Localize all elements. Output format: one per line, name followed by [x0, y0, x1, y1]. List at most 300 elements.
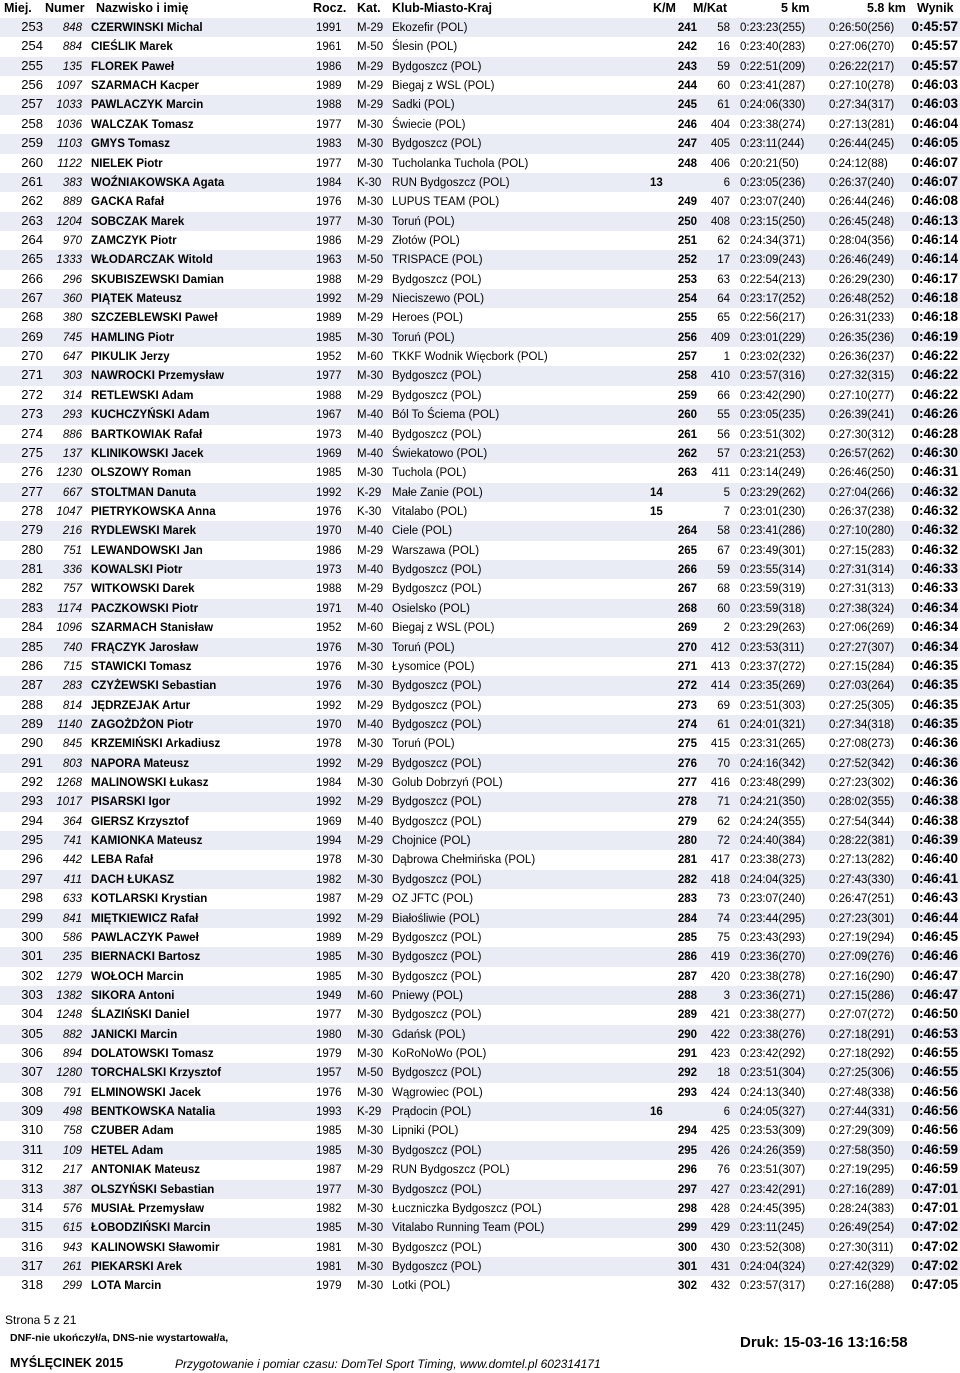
birth-year: 1987	[316, 893, 342, 906]
bib-number: 884	[62, 41, 82, 54]
bib-number: 498	[62, 1106, 82, 1119]
athlete-name: TORCHALSKI Krzysztof	[91, 1067, 222, 1080]
category-place: 73	[717, 893, 730, 906]
split-5km: 0:23:17(252)	[740, 293, 806, 306]
result-time: 0:46:35	[911, 677, 958, 693]
club: Lipniki (POL)	[392, 1125, 459, 1138]
category: M-30	[357, 641, 384, 654]
athlete-name: ŚLAZIŃSKI Daniel	[91, 1009, 190, 1022]
birth-year: 1977	[316, 118, 342, 131]
athlete-name: LOTA Marcin	[91, 1280, 162, 1293]
bib-number: 841	[62, 912, 82, 925]
club: Warszawa (POL)	[392, 544, 480, 557]
result-time: 0:46:39	[911, 832, 958, 848]
bib-number: 1248	[56, 1009, 82, 1022]
place: 290	[21, 735, 43, 751]
bib-number: 894	[62, 1048, 82, 1061]
category: M-29	[357, 60, 384, 73]
athlete-name: KRZEMIŃSKI Arkadiusz	[91, 738, 221, 751]
men-place: 279	[677, 815, 697, 828]
split-5-8km: 0:27:04(266)	[829, 486, 895, 499]
result-time: 0:46:50	[911, 1006, 958, 1022]
birth-year: 1952	[316, 351, 342, 364]
category-place: 412	[710, 641, 730, 654]
category-place: 2	[723, 622, 730, 635]
bib-number: 889	[62, 196, 82, 209]
table-row	[0, 928, 960, 947]
club: RUN Bydgoszcz (POL)	[392, 176, 510, 189]
result-time: 0:46:46	[911, 948, 958, 964]
men-place: 260	[677, 409, 697, 422]
category: K-30	[357, 176, 382, 189]
result-time: 0:46:34	[911, 638, 958, 654]
split-5-8km: 0:26:46(249)	[829, 254, 895, 267]
category: M-30	[357, 873, 384, 886]
category-place: 76	[717, 1164, 730, 1177]
category: M-30	[357, 1144, 384, 1157]
table-row	[0, 676, 960, 695]
result-time: 0:46:05	[911, 135, 958, 151]
split-5km: 0:23:51(302)	[740, 428, 806, 441]
bib-number: 1047	[56, 505, 82, 518]
bib-number: 1036	[56, 118, 82, 131]
men-place: 263	[677, 467, 697, 480]
birth-year: 1969	[316, 447, 342, 460]
category: M-30	[357, 970, 384, 983]
split-5-8km: 0:26:36(237)	[829, 351, 895, 364]
place: 311	[22, 1141, 43, 1157]
club: Bydgoszcz (POL)	[392, 1144, 482, 1157]
category: M-50	[357, 254, 384, 267]
athlete-name: BIERNACKI Bartosz	[91, 951, 201, 964]
birth-year: 1967	[316, 409, 342, 422]
athlete-name: MIĘTKIEWICZ Rafał	[91, 912, 199, 925]
birth-year: 1963	[316, 254, 342, 267]
split-5-8km: 0:26:46(250)	[829, 467, 895, 480]
result-time: 0:47:05	[911, 1277, 958, 1293]
category: M-29	[357, 757, 384, 770]
club: Bydgoszcz (POL)	[392, 370, 482, 383]
result-time: 0:46:03	[911, 77, 958, 93]
athlete-name: JĘDRZEJAK Artur	[91, 699, 191, 712]
category: M-29	[357, 80, 384, 93]
place: 301	[21, 948, 43, 964]
birth-year: 1979	[316, 1280, 342, 1293]
women-place: 15	[650, 505, 663, 518]
table-row	[0, 734, 960, 753]
men-place: 298	[677, 1202, 697, 1215]
place: 310	[21, 1122, 43, 1138]
table-row	[0, 134, 960, 153]
result-time: 0:46:47	[911, 967, 958, 983]
men-place: 280	[677, 835, 697, 848]
athlete-name: KLINIKOWSKI Jacek	[91, 447, 204, 460]
category-place: 428	[710, 1202, 730, 1215]
place: 261	[21, 173, 43, 189]
status-legend: DNF-nie ukończył/a, DNS-nie wystartował/a,	[10, 1332, 229, 1344]
split-5-8km: 0:27:25(305)	[829, 699, 895, 712]
club: LUPUS TEAM (POL)	[392, 196, 500, 209]
club: Prądocin (POL)	[392, 1106, 472, 1119]
split-5km: 0:23:59(319)	[740, 583, 806, 596]
men-place: 278	[677, 796, 697, 809]
men-place: 294	[677, 1125, 697, 1138]
category: M-29	[357, 893, 384, 906]
category: M-40	[357, 409, 384, 422]
men-place: 246	[677, 118, 697, 131]
table-row	[0, 1083, 960, 1102]
place: 260	[21, 154, 43, 170]
page-number: Strona 5 z 21	[5, 1313, 77, 1327]
category: M-30	[357, 1241, 384, 1254]
athlete-name: PAWLACZYK Marcin	[91, 99, 204, 112]
result-time: 0:47:02	[911, 1238, 958, 1254]
table-row	[0, 947, 960, 966]
split-5km: 0:23:05(235)	[740, 409, 806, 422]
place: 300	[21, 928, 43, 944]
place: 297	[21, 870, 43, 886]
category-place: 408	[710, 215, 730, 228]
result-time: 0:46:07	[911, 154, 958, 170]
athlete-name: SIKORA Antoni	[91, 989, 175, 1002]
men-place: 285	[677, 931, 697, 944]
club: Lotki (POL)	[392, 1280, 451, 1293]
split-5-8km: 0:27:10(278)	[829, 80, 895, 93]
birth-year: 1979	[316, 1048, 342, 1061]
place: 296	[21, 851, 43, 867]
category: M-29	[357, 293, 384, 306]
category-place: 16	[717, 41, 730, 54]
place: 312	[21, 1161, 43, 1177]
place: 315	[21, 1219, 43, 1235]
split-5km: 0:23:51(307)	[740, 1164, 806, 1177]
athlete-name: ELMINOWSKI Jacek	[91, 1086, 201, 1099]
split-5-8km: 0:26:39(241)	[829, 409, 895, 422]
split-5km: 0:23:42(291)	[740, 1183, 806, 1196]
athlete-name: SKUBISZEWSKI Damian	[91, 273, 224, 286]
men-place: 284	[677, 912, 697, 925]
club: Bydgoszcz (POL)	[392, 873, 482, 886]
result-time: 0:46:26	[911, 406, 958, 422]
category-place: 70	[717, 757, 730, 770]
place: 299	[21, 909, 43, 925]
club: Bydgoszcz (POL)	[392, 273, 482, 286]
men-place: 253	[677, 273, 697, 286]
birth-year: 1982	[316, 1202, 342, 1215]
split-5-8km: 0:28:02(355)	[829, 796, 895, 809]
place: 253	[21, 19, 43, 34]
table-row	[0, 57, 960, 76]
athlete-name: SOBCZAK Marek	[91, 215, 185, 228]
split-5-8km: 0:28:22(381)	[829, 835, 895, 848]
bib-number: 217	[62, 1164, 82, 1177]
split-5km: 0:23:53(311)	[740, 641, 805, 654]
athlete-name: OLSZYŃSKI Sebastian	[91, 1183, 215, 1196]
category: M-29	[357, 699, 384, 712]
result-time: 0:46:31	[911, 464, 958, 480]
men-place: 272	[677, 680, 697, 693]
birth-year: 1985	[316, 1222, 342, 1235]
header-category: Kat.	[357, 1, 381, 15]
split-5km: 0:23:51(303)	[740, 699, 806, 712]
result-time: 0:47:01	[911, 1199, 958, 1215]
club: Bydgoszcz (POL)	[392, 931, 482, 944]
category-place: 427	[710, 1183, 730, 1196]
birth-year: 1992	[316, 757, 342, 770]
result-time: 0:46:36	[911, 735, 958, 751]
result-time: 0:46:18	[911, 290, 958, 306]
men-place: 267	[677, 583, 697, 596]
birth-year: 1969	[316, 815, 342, 828]
place: 270	[21, 348, 43, 364]
category: M-29	[357, 22, 384, 34]
split-5-8km: 0:27:18(291)	[829, 1028, 895, 1041]
birth-year: 1985	[316, 951, 342, 964]
category: M-30	[357, 1222, 384, 1235]
category-place: 74	[717, 912, 730, 925]
split-5km: 0:22:51(209)	[740, 60, 806, 73]
birth-year: 1961	[316, 41, 342, 54]
athlete-name: CZYŻEWSKI Sebastian	[91, 680, 217, 693]
athlete-name: JANICKI Marcin	[91, 1028, 178, 1041]
category: K-29	[357, 1106, 382, 1119]
category: M-30	[357, 1009, 384, 1022]
category: M-29	[357, 389, 384, 402]
header-name: Nazwisko i imię	[96, 1, 189, 15]
split-5km: 0:24:01(321)	[740, 718, 806, 731]
place: 303	[21, 986, 43, 1002]
category: M-30	[357, 331, 384, 344]
place: 280	[21, 541, 43, 557]
split-5-8km: 0:27:34(317)	[829, 99, 895, 112]
split-5km: 0:23:41(286)	[740, 525, 806, 538]
category: M-40	[357, 815, 384, 828]
place: 316	[21, 1238, 43, 1254]
place: 307	[21, 1064, 43, 1080]
category-place: 64	[717, 293, 730, 306]
table-row	[0, 444, 960, 463]
category-place: 61	[717, 99, 730, 112]
split-5-8km: 0:27:58(350)	[829, 1144, 895, 1157]
athlete-name: PIETRYKOWSKA Anna	[91, 505, 216, 518]
birth-year: 1992	[316, 699, 342, 712]
split-5km: 0:23:59(318)	[740, 602, 806, 615]
result-time: 0:46:28	[911, 425, 958, 441]
split-5km: 0:24:40(384)	[740, 835, 806, 848]
club: Małe Zanie (POL)	[392, 486, 483, 499]
table-row	[0, 366, 960, 385]
men-place: 289	[677, 1009, 697, 1022]
category: M-29	[357, 234, 384, 247]
men-place: 245	[677, 99, 697, 112]
table-row	[0, 1199, 960, 1218]
table-row	[0, 967, 960, 986]
place: 291	[21, 754, 43, 770]
place: 272	[21, 386, 43, 402]
athlete-name: NAWROCKI Przemysław	[91, 370, 224, 383]
split-5-8km: 0:27:54(344)	[829, 815, 895, 828]
split-5km: 0:23:07(240)	[740, 893, 806, 906]
category-place: 432	[710, 1280, 730, 1293]
category-place: 415	[710, 738, 730, 751]
place: 275	[21, 444, 43, 460]
athlete-name: WŁODARCZAK Witold	[91, 254, 213, 267]
category-place: 422	[710, 1028, 730, 1041]
men-place: 274	[677, 718, 697, 731]
athlete-name: KALINOWSKI Sławomir	[91, 1241, 220, 1254]
table-row	[0, 986, 960, 1005]
place: 274	[21, 425, 43, 441]
birth-year: 1986	[316, 234, 342, 247]
club: TRISPACE (POL)	[392, 254, 483, 267]
category-place: 58	[717, 525, 730, 538]
men-place: 277	[677, 777, 697, 790]
club: Bydgoszcz (POL)	[392, 815, 482, 828]
club: Ekozefir (POL)	[392, 22, 468, 34]
table-row	[0, 1141, 960, 1160]
club: Bydgoszcz (POL)	[392, 718, 482, 731]
women-place: 14	[650, 486, 663, 499]
split-5km: 0:24:24(355)	[740, 815, 806, 828]
athlete-name: KAMIONKA Mateusz	[91, 835, 203, 848]
category-place: 411	[711, 467, 730, 480]
birth-year: 1985	[316, 970, 342, 983]
split-5km: 0:23:52(308)	[740, 1241, 806, 1254]
birth-year: 1992	[316, 796, 342, 809]
bib-number: 137	[62, 447, 82, 460]
club: Łuczniczka Bydgoszcz (POL)	[392, 1202, 542, 1215]
birth-year: 1952	[316, 622, 342, 635]
result-time: 0:45:57	[911, 38, 958, 54]
split-5km: 0:23:42(292)	[740, 1048, 806, 1061]
bib-number: 383	[62, 176, 82, 189]
split-5km: 0:23:44(295)	[740, 912, 806, 925]
split-5-8km: 0:27:34(318)	[829, 718, 895, 731]
result-time: 0:46:36	[911, 754, 958, 770]
print-date: Druk: 15-03-16 13:16:58	[740, 1334, 908, 1351]
club: Bydgoszcz (POL)	[392, 970, 482, 983]
bib-number: 715	[62, 660, 82, 673]
men-place: 301	[677, 1261, 697, 1273]
category-place: 430	[710, 1241, 730, 1254]
table-row	[0, 18, 960, 37]
athlete-name: OLSZOWY Roman	[91, 467, 192, 480]
split-5-8km: 0:27:18(292)	[829, 1048, 895, 1061]
category-place: 409	[710, 331, 730, 344]
category-place: 410	[710, 370, 730, 383]
category-place: 413	[710, 660, 730, 673]
split-5-8km: 0:28:04(356)	[829, 234, 895, 247]
category: M-30	[357, 680, 384, 693]
category-place: 72	[717, 835, 730, 848]
result-time: 0:47:02	[911, 1219, 958, 1235]
bib-number: 360	[62, 293, 82, 306]
club: Toruń (POL)	[392, 738, 455, 751]
results-table	[0, 18, 960, 1296]
place: 262	[21, 193, 43, 209]
category-place: 429	[710, 1222, 730, 1235]
category: M-30	[357, 1261, 384, 1273]
category: M-30	[357, 138, 384, 151]
split-5-8km: 0:27:16(290)	[829, 970, 895, 983]
bib-number: 814	[62, 699, 82, 712]
result-time: 0:45:57	[911, 19, 958, 34]
category-place: 5	[723, 486, 730, 499]
bib-number: 943	[62, 1241, 82, 1254]
table-row	[0, 870, 960, 889]
result-time: 0:46:35	[911, 657, 958, 673]
athlete-name: WITKOWSKI Darek	[91, 583, 195, 596]
split-5km: 0:23:49(301)	[740, 544, 806, 557]
category-place: 59	[717, 60, 730, 73]
split-5km: 0:22:56(217)	[740, 312, 806, 325]
athlete-name: DOLATOWSKI Tomasz	[91, 1048, 214, 1061]
table-header	[0, 0, 960, 18]
men-place: 250	[677, 215, 697, 228]
club: Bydgoszcz (POL)	[392, 428, 482, 441]
men-place: 295	[677, 1144, 697, 1157]
split-5km: 0:23:11(244)	[740, 138, 805, 151]
club: Złotów (POL)	[392, 234, 460, 247]
split-5-8km: 0:26:44(246)	[829, 196, 895, 209]
club: Bydgoszcz (POL)	[392, 1183, 482, 1196]
club: Bydgoszcz (POL)	[392, 583, 482, 596]
split-5km: 0:23:57(317)	[740, 1280, 806, 1293]
table-row	[0, 502, 960, 521]
table-row	[0, 425, 960, 444]
split-5km: 0:23:07(240)	[740, 196, 806, 209]
split-5-8km: 0:27:31(313)	[829, 583, 895, 596]
birth-year: 1989	[316, 312, 342, 325]
result-time: 0:46:38	[911, 793, 958, 809]
split-5-8km: 0:27:31(314)	[829, 564, 895, 577]
men-place: 251	[677, 234, 697, 247]
result-time: 0:47:02	[911, 1258, 958, 1273]
category-place: 417	[710, 854, 730, 867]
place: 294	[21, 812, 43, 828]
men-place: 242	[677, 41, 697, 54]
split-5-8km: 0:27:23(302)	[829, 777, 895, 790]
split-5-8km: 0:27:27(307)	[829, 641, 895, 654]
athlete-name: FRĄCZYK Jarosław	[91, 641, 199, 654]
bib-number: 740	[62, 641, 82, 654]
category: M-40	[357, 718, 384, 731]
table-row	[0, 850, 960, 869]
bib-number: 1268	[56, 777, 82, 790]
result-time: 0:46:56	[911, 1103, 958, 1119]
split-5-8km: 0:27:03(264)	[829, 680, 895, 693]
men-place: 247	[677, 138, 697, 151]
men-place: 265	[677, 544, 697, 557]
split-5-8km: 0:27:42(329)	[829, 1261, 895, 1273]
category-place: 55	[717, 409, 730, 422]
club: Bydgoszcz (POL)	[392, 1009, 482, 1022]
bib-number: 882	[62, 1028, 82, 1041]
category-place: 7	[723, 505, 730, 518]
table-row	[0, 95, 960, 114]
club: Bydgoszcz (POL)	[392, 138, 482, 151]
split-5km: 0:23:36(270)	[740, 951, 806, 964]
club: TKKF Wodnik Więcbork (POL)	[392, 351, 548, 364]
result-time: 0:46:22	[911, 386, 958, 402]
place: 284	[21, 619, 43, 635]
birth-year: 1976	[316, 1086, 342, 1099]
result-time: 0:46:22	[911, 367, 958, 383]
men-place: 258	[677, 370, 697, 383]
birth-year: 1973	[316, 564, 342, 577]
men-place: 276	[677, 757, 697, 770]
club: Bydgoszcz (POL)	[392, 699, 482, 712]
